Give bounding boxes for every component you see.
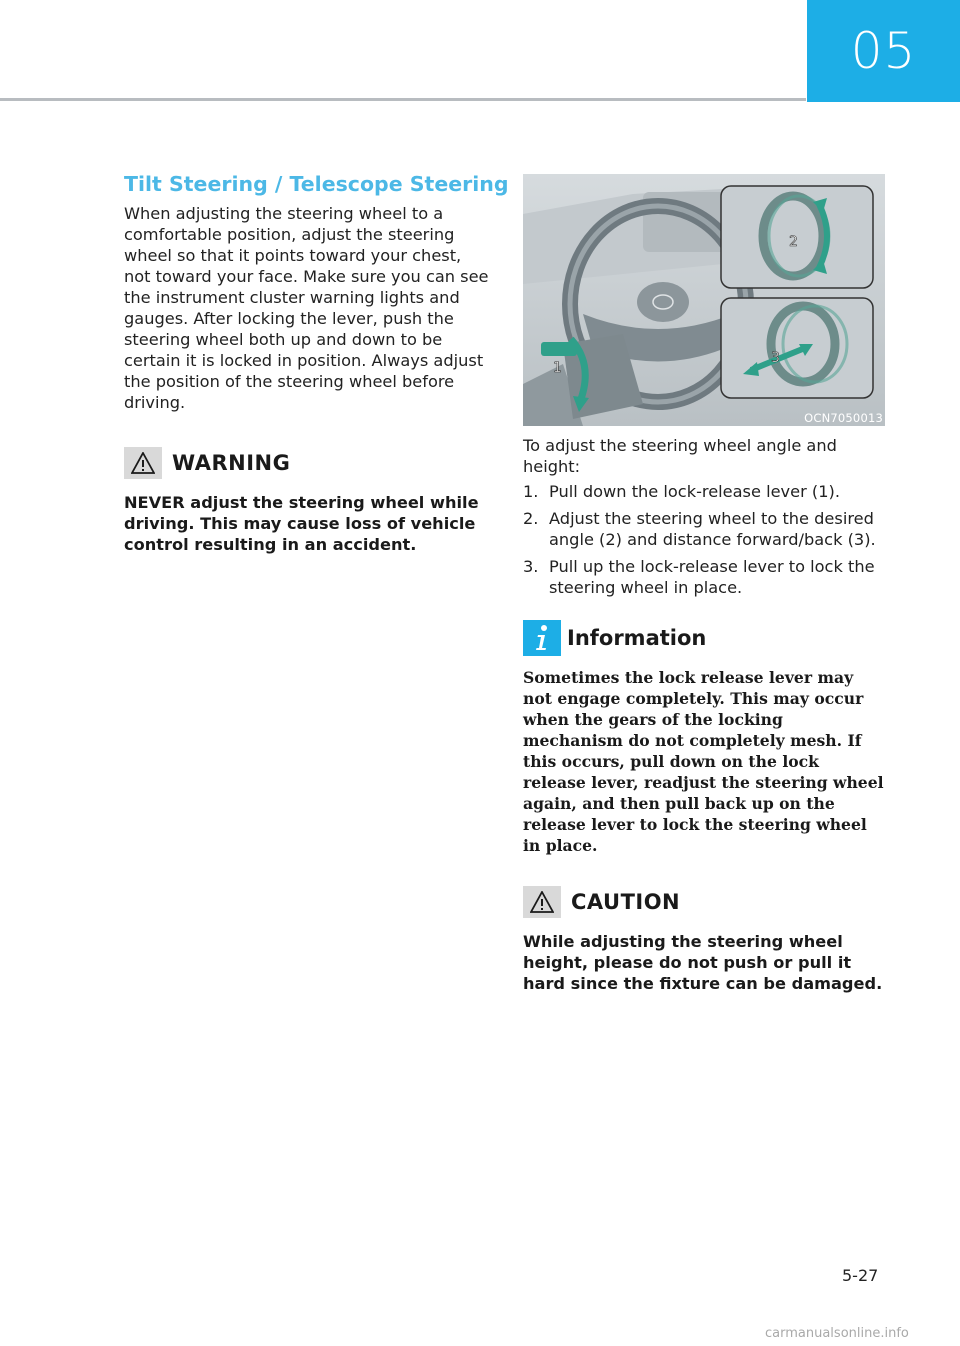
step-number: 2. (523, 509, 539, 528)
intro-paragraph: When adjusting the steering wheel to a comfortable position, adjust the steering wheel so that it points toward your chest, not toward your face. Make sure you can see the instrument cluster warning lights and gauges. After locking the lever, push the steering wheel both up and down to be certain it is locked in position. Always adjust the position of the steering wheel before driving. (124, 204, 489, 412)
right-column (523, 174, 885, 994)
steps-intro: To adjust the steering wheel angle and height: (523, 436, 837, 476)
caution-title: CAUTION (571, 890, 681, 914)
step-text: Pull up the lock-release lever to lock the steering wheel in place. (549, 557, 875, 597)
info-icon (523, 620, 561, 656)
page-number: 5-27 (842, 1266, 879, 1285)
list-item (523, 556, 885, 598)
step-text: Pull down the lock-release lever (1). (549, 482, 840, 501)
steps-list (523, 481, 885, 598)
step-number: 1. (523, 482, 539, 501)
information-header (523, 620, 885, 656)
callout-1: 1 (553, 360, 562, 376)
caution-icon (523, 886, 561, 918)
warning-icon (124, 447, 162, 479)
section-title: Tilt Steering / Telescope Steering (124, 172, 509, 196)
information-title: Information (567, 626, 707, 650)
figure-code: OCN7050013 (804, 411, 883, 425)
warning-title: WARNING (172, 451, 291, 475)
list-item (523, 508, 885, 550)
step-number: 3. (523, 557, 539, 576)
header-rule (0, 98, 806, 101)
warning-text: NEVER adjust the steering wheel while driving. This may cause loss of vehicle control resulting in an accident. (124, 493, 479, 554)
step-text: Adjust the steering wheel to the desired angle (2) and distance forward/back (3). (549, 509, 876, 549)
chapter-tab: 05 (807, 0, 960, 102)
information-text: Sometimes the lock release lever may not engage completely. This may occur when the gears of the locking mechanism do not completely mesh. If this occurs, pull down on the lock release lever, readjust the steering wheel again, and then pull back up on the release lever to lock the steering wheel in place. (523, 668, 884, 855)
warning-header (124, 447, 490, 479)
callout-3: 3 (771, 350, 780, 366)
left-column (124, 172, 509, 555)
callout-2: 2 (789, 234, 798, 250)
steering-adjust-illustration (523, 174, 885, 426)
watermark: carmanualsonline.info (765, 1326, 909, 1341)
list-item (523, 481, 885, 502)
caution-header (523, 886, 885, 918)
caution-text: While adjusting the steering wheel height, please do not push or pull it hard since the fixture can be damaged. (523, 932, 883, 993)
